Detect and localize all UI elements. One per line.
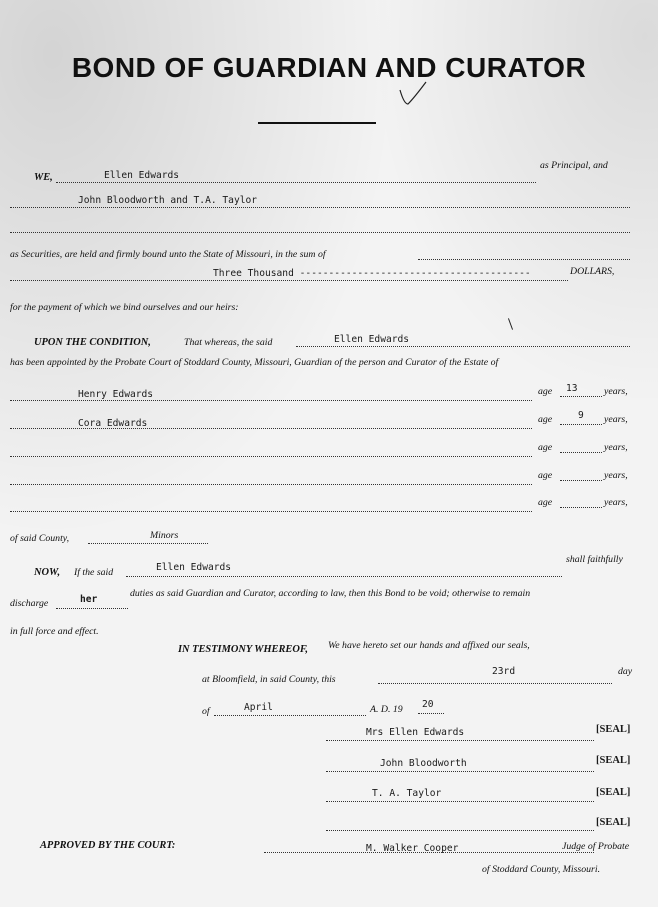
years-label: years, bbox=[604, 414, 628, 425]
years-label: years, bbox=[604, 497, 628, 508]
condition-line bbox=[296, 346, 630, 347]
signature-name: John Bloodworth bbox=[380, 758, 467, 769]
her-text: her bbox=[80, 594, 98, 605]
duties-text: duties as said Guardian and Curator, according to law, then this Bond to be void; otherwise to remain bbox=[130, 588, 531, 599]
day-line bbox=[378, 683, 612, 684]
age-label: age bbox=[538, 414, 553, 425]
ward-name: Cora Edwards bbox=[78, 418, 148, 429]
signature-name: T. A. Taylor bbox=[372, 788, 442, 799]
seal-label: [SEAL] bbox=[596, 724, 631, 735]
condition-text: That whereas, the said bbox=[184, 337, 273, 348]
seal-label: [SEAL] bbox=[596, 755, 631, 766]
approved-label: APPROVED BY THE COURT: bbox=[40, 840, 176, 851]
sum-text: Three Thousand ---------------------------------------- bbox=[213, 268, 531, 279]
seal-label: [SEAL] bbox=[596, 787, 631, 798]
age-label: age bbox=[538, 497, 553, 508]
as-principal-label: as Principal, and bbox=[540, 160, 608, 171]
signature-line bbox=[326, 771, 594, 772]
of-label: of bbox=[202, 706, 210, 717]
age-label: age bbox=[538, 442, 553, 453]
age-line bbox=[560, 396, 602, 397]
signature-name: Mrs Ellen Edwards bbox=[366, 727, 465, 738]
her-line bbox=[56, 608, 128, 609]
handwritten-check-mark bbox=[398, 80, 428, 110]
securities-label: as Securities, are held and firmly bound unto the State of Missouri, in the sum of bbox=[10, 249, 326, 260]
appointed-text: has been appointed by the Probate Court of Stoddard County, Missouri, Guardian of the person and Curator of the Estate of bbox=[10, 357, 499, 368]
sum-line-2 bbox=[10, 280, 568, 281]
payment-clause: for the payment of which we bind ourselves and our heirs: bbox=[10, 302, 239, 313]
minors-text: Minors bbox=[150, 530, 179, 541]
years-label: years, bbox=[604, 442, 628, 453]
year-value: 20 bbox=[422, 699, 434, 710]
testimony-text: We have hereto set our hands and affixed our seals, bbox=[328, 640, 530, 651]
condition-name: Ellen Edwards bbox=[334, 334, 410, 345]
month-value: April bbox=[244, 702, 273, 713]
age-line bbox=[560, 424, 602, 425]
securities-line-1 bbox=[10, 207, 630, 208]
force-text: in full force and effect. bbox=[10, 626, 99, 637]
judge-label: Judge of Probate bbox=[562, 841, 630, 852]
signature-line bbox=[326, 801, 594, 802]
title-underline bbox=[258, 122, 376, 124]
dollars-label: DOLLARS, bbox=[570, 266, 615, 277]
principal-name: Ellen Edwards bbox=[104, 170, 180, 181]
day-label: day bbox=[618, 666, 633, 677]
handwritten-mark bbox=[508, 318, 513, 330]
now-label: NOW, bbox=[34, 567, 61, 578]
ward-age: 9 bbox=[578, 410, 584, 421]
ward-name-line bbox=[10, 456, 532, 457]
securities-names: John Bloodworth and T.A. Taylor bbox=[78, 195, 258, 206]
now-line bbox=[126, 576, 562, 577]
age-line bbox=[560, 452, 602, 453]
if-said-text: If the said bbox=[74, 567, 114, 578]
discharge-label: discharge bbox=[10, 598, 49, 609]
ad-label: A. D. 19 bbox=[370, 704, 403, 715]
ward-name-line bbox=[10, 511, 532, 512]
age-line bbox=[560, 507, 602, 508]
seal-label: [SEAL] bbox=[596, 817, 631, 828]
ward-name-line bbox=[10, 400, 532, 401]
month-line bbox=[214, 715, 366, 716]
signature-line bbox=[326, 830, 594, 831]
age-label: age bbox=[538, 470, 553, 481]
of-said-county-label: of said County, bbox=[10, 533, 70, 544]
securities-line-2 bbox=[10, 232, 630, 233]
faithfully-label: shall faithfully bbox=[566, 554, 623, 565]
years-label: years, bbox=[604, 386, 628, 397]
ward-age: 13 bbox=[566, 383, 578, 394]
principal-line bbox=[56, 182, 536, 183]
year-line bbox=[418, 713, 444, 714]
day-value: 23rd bbox=[492, 666, 516, 677]
we-label: WE, bbox=[34, 172, 53, 183]
now-name: Ellen Edwards bbox=[156, 562, 232, 573]
judge-county: of Stoddard County, Missouri. bbox=[482, 864, 601, 875]
judge-name: M. Walker Cooper bbox=[366, 843, 459, 854]
signature-line bbox=[326, 740, 594, 741]
testimony-label: IN TESTIMONY WHEREOF, bbox=[178, 644, 309, 655]
condition-label: UPON THE CONDITION, bbox=[34, 337, 151, 348]
minors-line bbox=[88, 543, 208, 544]
ward-name-line bbox=[10, 484, 532, 485]
age-line bbox=[560, 480, 602, 481]
years-label: years, bbox=[604, 470, 628, 481]
sum-line-1 bbox=[418, 259, 630, 260]
document-title: BOND OF GUARDIAN AND CURATOR bbox=[71, 52, 587, 83]
at-text: at Bloomfield, in said County, this bbox=[202, 674, 336, 685]
ward-name: Henry Edwards bbox=[78, 389, 154, 400]
age-label: age bbox=[538, 386, 553, 397]
